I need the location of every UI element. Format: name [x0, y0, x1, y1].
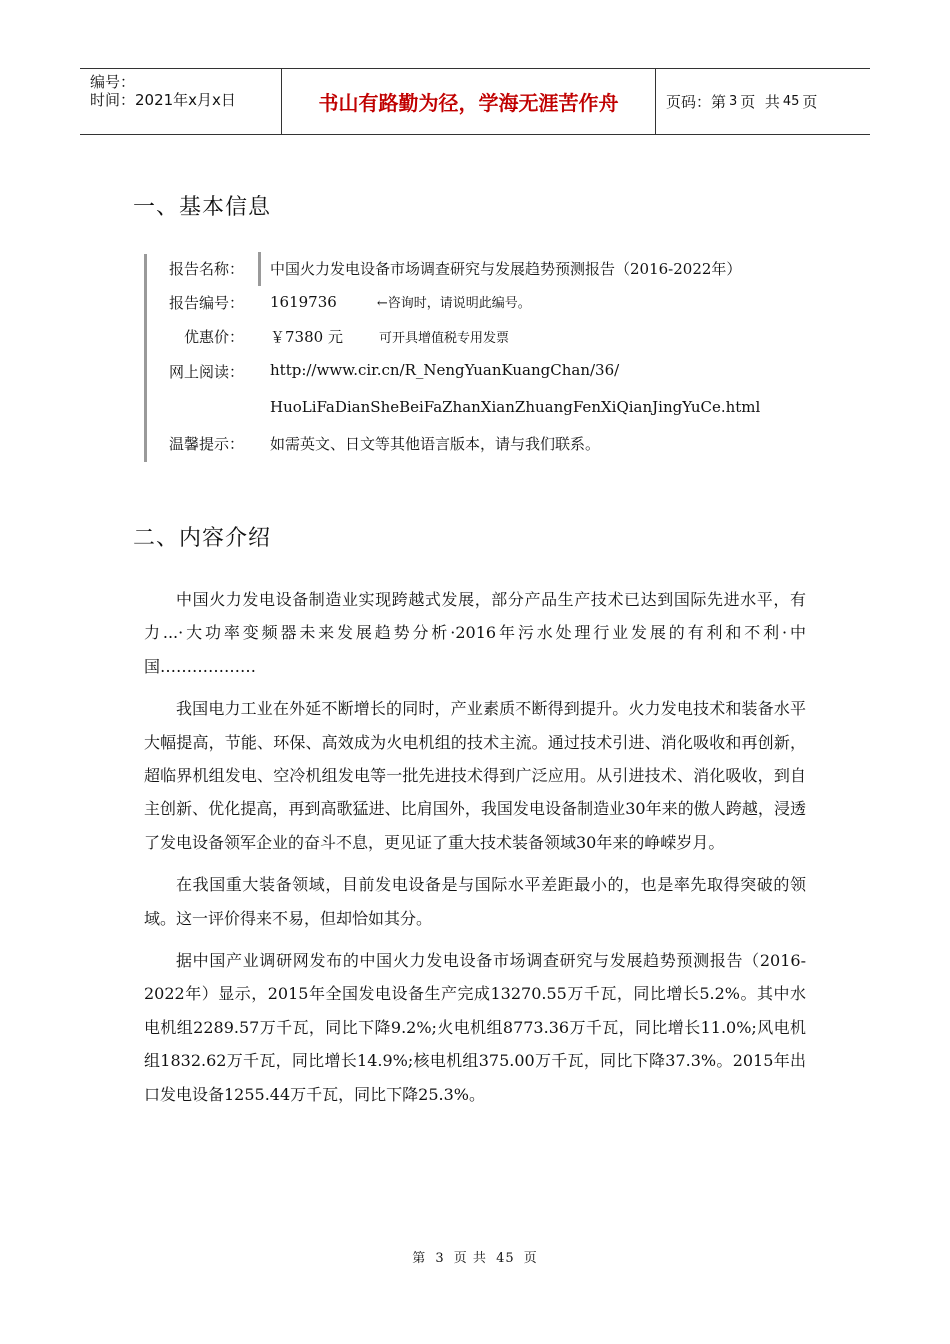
online-read-label: 网上阅读：	[168, 363, 244, 381]
page-header	[80, 68, 870, 135]
report-number-label: 报告编号：	[168, 294, 244, 312]
content-paragraph: 我国电力工业在外延不断增长的同时，产业素质不断得到提升。火力发电技术和装备水平大幅提高，节能、环保、高效成为火电机组的技术主流。通过技术引进、消化吸收和再创新，超临界机组发电、空冷机组发电等一批先进技术得到广泛应用。从引进技术、消化吸收，到自主创新、优化提高，再到高歌猛进、比肩国外，我国发电设备制造业30年来的傲人跨越，浸透了发电设备领军企业的奋斗不息，更见证了重大技术装备领域30年来的峥嵘岁月。	[144, 699, 806, 852]
content-paragraph: 据中国产业调研网发布的中国火力发电设备市场调查研究与发展趋势预测报告（2016-2022年）显示，2015年全国发电设备生产完成13270.55万千瓦，同比增长5.2%。其中水电机组2289.57万千瓦，同比下降9.2%;火电机组8773.36万千瓦，同比增长11.0%;风电机组1832.62万千瓦，同比增长14.9%;核电机组375.00万千瓦，同比下降37.3%。2015年出口发电设备1255.44万千瓦，同比下降25.3%。	[144, 951, 806, 1104]
header-page-suffix: 页	[802, 93, 818, 111]
report-number-value: 1619736	[270, 293, 337, 311]
document-number-label: 编号：	[90, 73, 136, 91]
header-page-indicator	[656, 69, 870, 134]
footer-page-current: 3	[435, 1251, 445, 1266]
tip-value: 如需英文、日文等其他语言版本，请与我们联系。	[270, 435, 601, 453]
page-footer	[0, 1247, 950, 1266]
online-url-line2[interactable]: HuoLiFaDianSheBeiFaZhanXianZhuangFenXiQianJingYuCe.html	[270, 398, 761, 416]
header-page-prefix: 页码：第	[666, 93, 727, 111]
online-url-line1[interactable]: http://www.cir.cn/R_NengYuanKuangChan/36/	[270, 361, 620, 379]
document-time: 时间：2021年x月x日	[90, 91, 236, 109]
report-name-label: 报告名称：	[168, 260, 244, 278]
header-page-total: 45	[782, 94, 800, 109]
report-number-group	[270, 292, 531, 311]
price-label: 优惠价：	[183, 328, 244, 346]
price-group	[270, 326, 509, 347]
section-title-basic-info: 一、基本信息	[133, 195, 272, 220]
content-paragraph: 在我国重大装备领域，目前发电设备是与国际水平差距最小的，也是率先取得突破的领域。这一评价得来不易，但却恰如其分。	[144, 875, 806, 928]
divider-bar	[258, 252, 261, 286]
content-paragraph: 中国火力发电设备制造业实现跨越式发展，部分产品生产技术已达到国际先进水平，有力...·大功率变频器未来发展趋势分析·2016年污水处理行业发展的有利和不利·中国………………	[144, 590, 806, 676]
price-value: ￥7380 元	[270, 328, 343, 346]
section-title-content-intro: 二、内容介绍	[133, 526, 272, 551]
footer-suffix: 页	[523, 1251, 538, 1266]
report-name-value: 中国火力发电设备市场调查研究与发展趋势预测报告（2016-2022年）	[270, 260, 742, 278]
tip-label: 温馨提示：	[168, 435, 244, 453]
header-page-current: 3	[729, 94, 738, 109]
content-body	[144, 583, 806, 1120]
header-page-mid: 页 共	[740, 93, 780, 111]
basic-info-box	[144, 254, 767, 462]
report-number-note: ←咨询时，请说明此编号。	[376, 296, 531, 311]
header-motto: 书山有路勤为径，学海无涯苦作舟	[282, 69, 656, 134]
footer-page-total: 45	[496, 1251, 515, 1266]
footer-mid: 页 共	[453, 1251, 487, 1266]
price-note: 可开具增值税专用发票	[378, 331, 509, 346]
header-meta	[80, 69, 282, 134]
footer-prefix: 第	[412, 1251, 427, 1266]
